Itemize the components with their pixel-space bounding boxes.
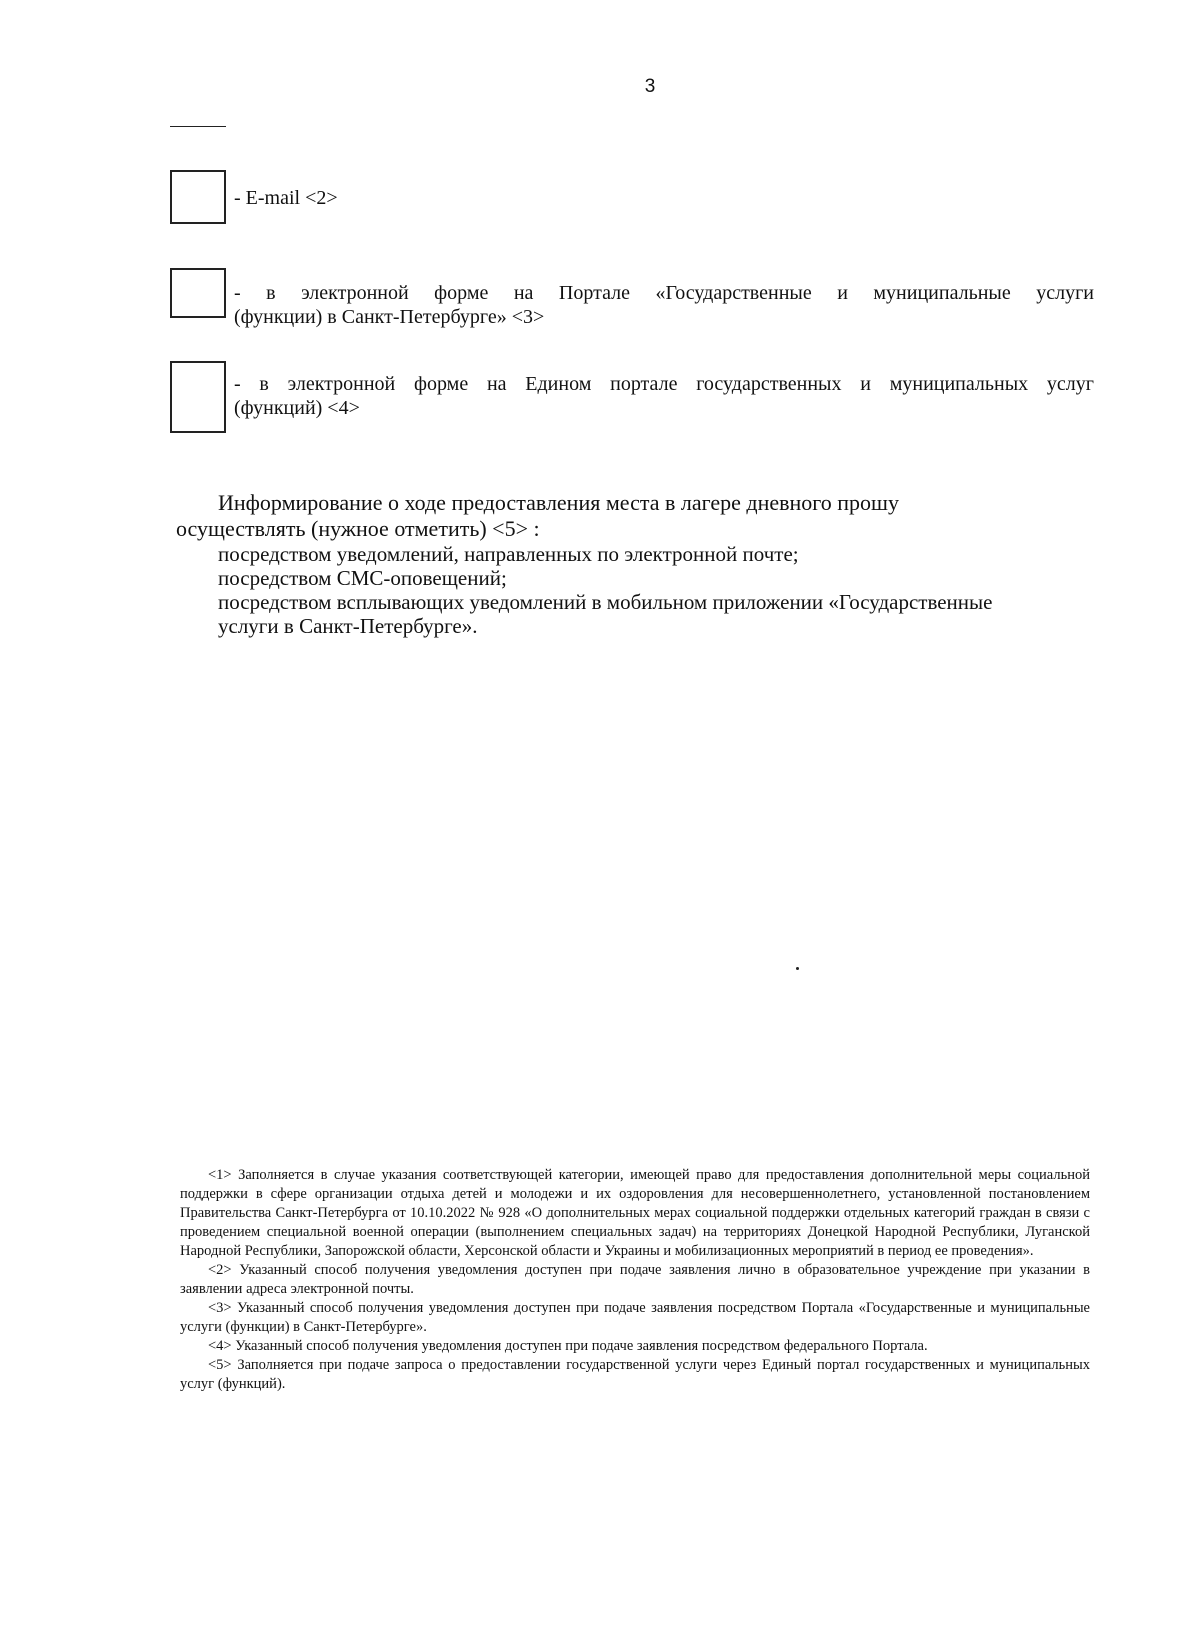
footnotes: [180, 1166, 1090, 1394]
email-option-text: - E-mail <2>: [234, 187, 338, 209]
notification-item-push: посредством всплывающих уведомлений в мобильном приложении «Государственные: [218, 590, 993, 614]
notification-method-section: [176, 490, 1076, 638]
scan-speck: [796, 967, 799, 970]
unified-portal-option-line2: (функций) <4>: [234, 397, 360, 419]
spb-portal-option-line2: (функции) в Санкт-Петербурге» <3>: [234, 306, 545, 328]
footnote-2: <2> Указанный способ получения уведомления доступен при подаче заявления лично в образовательное учреждение при указании в заявлении адреса электронной почты.: [180, 1262, 1090, 1297]
spb-portal-option-label: [234, 281, 1094, 329]
spb-portal-checkbox[interactable]: [170, 268, 226, 318]
footnote-3: <3> Указанный способ получения уведомления доступен при подаче заявления посредством Портала «Государственные и муниципальные услуги (функции) в Санкт-Петербурге».: [180, 1300, 1090, 1335]
notification-intro-line2: осуществлять (нужное отметить) <5> :: [176, 516, 540, 541]
notification-item-sms: посредством СМС-оповещений;: [218, 566, 507, 590]
spb-portal-option-line1: - в электронной форме на Портале «Государственные и муниципальные услуги: [234, 282, 1094, 304]
notification-item-email: посредством уведомлений, направленных по электронной почте;: [218, 542, 799, 566]
email-option-label: [234, 186, 1094, 210]
email-checkbox[interactable]: [170, 170, 226, 224]
footnote-4: <4> Указанный способ получения уведомления доступен при подаче заявления посредством федерального Портала.: [208, 1338, 928, 1354]
horizontal-rule: [170, 126, 226, 127]
notification-intro-line1: Информирование о ходе предоставления места в лагере дневного прошу: [218, 490, 899, 515]
notification-item-push-cont: услуги в Санкт-Петербурге».: [218, 614, 478, 638]
unified-portal-option-label: [234, 372, 1094, 420]
footnote-5: <5> Заполняется при подаче запроса о предоставлении государственной услуги через Единый портал государственных и муниципальных услуг (функций).: [180, 1357, 1090, 1392]
unified-portal-checkbox[interactable]: [170, 361, 226, 433]
footnote-1: <1> Заполняется в случае указания соответствующей категории, имеющей право для предоставления дополнительной меры социальной поддержки в сфере организации отдыха детей и молодежи и их оздоровления для несовершеннолетнего, установленной постановлением Правительства Санкт-Петербурга от 10.10.2022 № 928 «О дополнительных мерах социальной поддержки отдельных категорий граждан в связи с проведением специальной военной операции (выполнением специальных задач) на территориях Донецкой Народной Республики, Луганской Народной Республики, Запорожской области, Херсонской области и Украины и мобилизационных мероприятий в период ее проведения».: [180, 1167, 1090, 1259]
page-number: 3: [644, 76, 656, 97]
unified-portal-option-line1: - в электронной форме на Едином портале государственных и муниципальных услуг: [234, 373, 1094, 395]
